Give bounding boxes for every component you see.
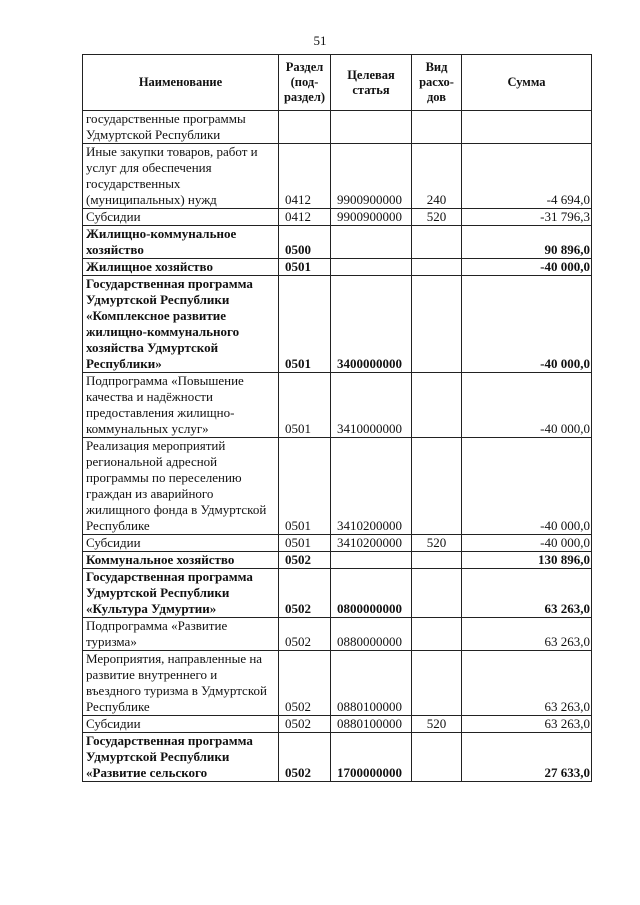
table-row xyxy=(83,373,592,438)
cell-section xyxy=(279,111,331,144)
cell-type xyxy=(412,226,462,259)
table-row xyxy=(83,569,592,618)
cell-sum: 63 263,0 xyxy=(462,618,592,651)
cell-target xyxy=(331,552,412,569)
table-row xyxy=(83,618,592,651)
cell-type xyxy=(412,111,462,144)
cell-sum: -4 694,0 xyxy=(462,144,592,209)
cell-type xyxy=(412,733,462,782)
cell-target xyxy=(331,111,412,144)
cell-type: 520 xyxy=(412,535,462,552)
cell-section: 0502 xyxy=(279,552,331,569)
table-row xyxy=(83,733,592,782)
cell-target: 0880000000 xyxy=(331,618,412,651)
cell-type xyxy=(412,618,462,651)
cell-sum: -40 000,0 xyxy=(462,259,592,276)
cell-sum: 63 263,0 xyxy=(462,651,592,716)
table-row xyxy=(83,259,592,276)
header-sum: Сумма xyxy=(462,55,592,111)
cell-type xyxy=(412,552,462,569)
table-row xyxy=(83,716,592,733)
budget-table xyxy=(82,54,592,782)
header-type: Вид расхо-дов xyxy=(412,55,462,111)
table-row xyxy=(83,438,592,535)
cell-sum: -40 000,0 xyxy=(462,373,592,438)
cell-target: 9900900000 xyxy=(331,144,412,209)
cell-sum: 63 263,0 xyxy=(462,716,592,733)
cell-section: 0501 xyxy=(279,276,331,373)
cell-target xyxy=(331,259,412,276)
cell-sum: 63 263,0 xyxy=(462,569,592,618)
cell-section: 0412 xyxy=(279,144,331,209)
cell-sum: 27 633,0 xyxy=(462,733,592,782)
header-section: Раздел (под-раздел) xyxy=(279,55,331,111)
cell-type xyxy=(412,259,462,276)
cell-target: 0880100000 xyxy=(331,651,412,716)
cell-target: 1700000000 xyxy=(331,733,412,782)
table-header-row xyxy=(83,55,592,111)
cell-target: 0880100000 xyxy=(331,716,412,733)
cell-name: государственные программы Удмуртской Республики xyxy=(83,111,279,144)
cell-sum: 130 896,0 xyxy=(462,552,592,569)
header-name: Наименование xyxy=(83,55,279,111)
cell-name: Субсидии xyxy=(83,535,279,552)
cell-section: 0501 xyxy=(279,438,331,535)
cell-name: Государственная программа Удмуртской Республики «Комплексное развитие жилищно-коммунального хозяйства Удмуртской Республики» xyxy=(83,276,279,373)
cell-type xyxy=(412,569,462,618)
cell-section: 0500 xyxy=(279,226,331,259)
cell-type: 520 xyxy=(412,716,462,733)
table-row xyxy=(83,111,592,144)
table-row xyxy=(83,651,592,716)
cell-target: 3410000000 xyxy=(331,373,412,438)
table-row xyxy=(83,226,592,259)
cell-name: Субсидии xyxy=(83,209,279,226)
cell-sum: -31 796,3 xyxy=(462,209,592,226)
cell-sum: -40 000,0 xyxy=(462,535,592,552)
cell-sum: -40 000,0 xyxy=(462,438,592,535)
table-row xyxy=(83,209,592,226)
table-row xyxy=(83,276,592,373)
cell-name: Реализация мероприятий региональной адресной программы по переселению граждан из аварийного жилищного фонда в Удмуртской Республике xyxy=(83,438,279,535)
cell-name: Жилищное хозяйство xyxy=(83,259,279,276)
header-target: Целевая статья xyxy=(331,55,412,111)
table-body xyxy=(83,111,592,782)
table-row xyxy=(83,535,592,552)
cell-section: 0501 xyxy=(279,259,331,276)
cell-type xyxy=(412,373,462,438)
cell-type xyxy=(412,276,462,373)
cell-name: Коммунальное хозяйство xyxy=(83,552,279,569)
page-number: 51 xyxy=(313,33,327,48)
cell-name: Государственная программа Удмуртской Республики «Развитие сельского xyxy=(83,733,279,782)
cell-name: Мероприятия, направленные на развитие внутреннего и въездного туризма в Удмуртской Республике xyxy=(83,651,279,716)
cell-name: Подпрограмма «Повышение качества и надёжности предоставления жилищно-коммунальных услуг» xyxy=(83,373,279,438)
cell-section: 0502 xyxy=(279,569,331,618)
table-row xyxy=(83,552,592,569)
cell-name: Иные закупки товаров, работ и услуг для обеспечения государственных (муниципальных) нужд xyxy=(83,144,279,209)
cell-section: 0501 xyxy=(279,535,331,552)
table-row xyxy=(83,144,592,209)
cell-section: 0501 xyxy=(279,373,331,438)
cell-name: Субсидии xyxy=(83,716,279,733)
cell-name: Государственная программа Удмуртской Республики «Культура Удмуртии» xyxy=(83,569,279,618)
cell-section: 0502 xyxy=(279,651,331,716)
cell-section: 0412 xyxy=(279,209,331,226)
cell-type xyxy=(412,651,462,716)
cell-name: Жилищно-коммунальное хозяйство xyxy=(83,226,279,259)
cell-section: 0502 xyxy=(279,733,331,782)
cell-section: 0502 xyxy=(279,716,331,733)
cell-section: 0502 xyxy=(279,618,331,651)
cell-type: 240 xyxy=(412,144,462,209)
cell-sum xyxy=(462,111,592,144)
cell-name: Подпрограмма «Развитие туризма» xyxy=(83,618,279,651)
cell-target: 3410200000 xyxy=(331,535,412,552)
cell-type xyxy=(412,438,462,535)
cell-sum: -40 000,0 xyxy=(462,276,592,373)
cell-target: 3410200000 xyxy=(331,438,412,535)
cell-target: 0800000000 xyxy=(331,569,412,618)
cell-target xyxy=(331,226,412,259)
cell-sum: 90 896,0 xyxy=(462,226,592,259)
cell-target: 9900900000 xyxy=(331,209,412,226)
cell-type: 520 xyxy=(412,209,462,226)
cell-target: 3400000000 xyxy=(331,276,412,373)
